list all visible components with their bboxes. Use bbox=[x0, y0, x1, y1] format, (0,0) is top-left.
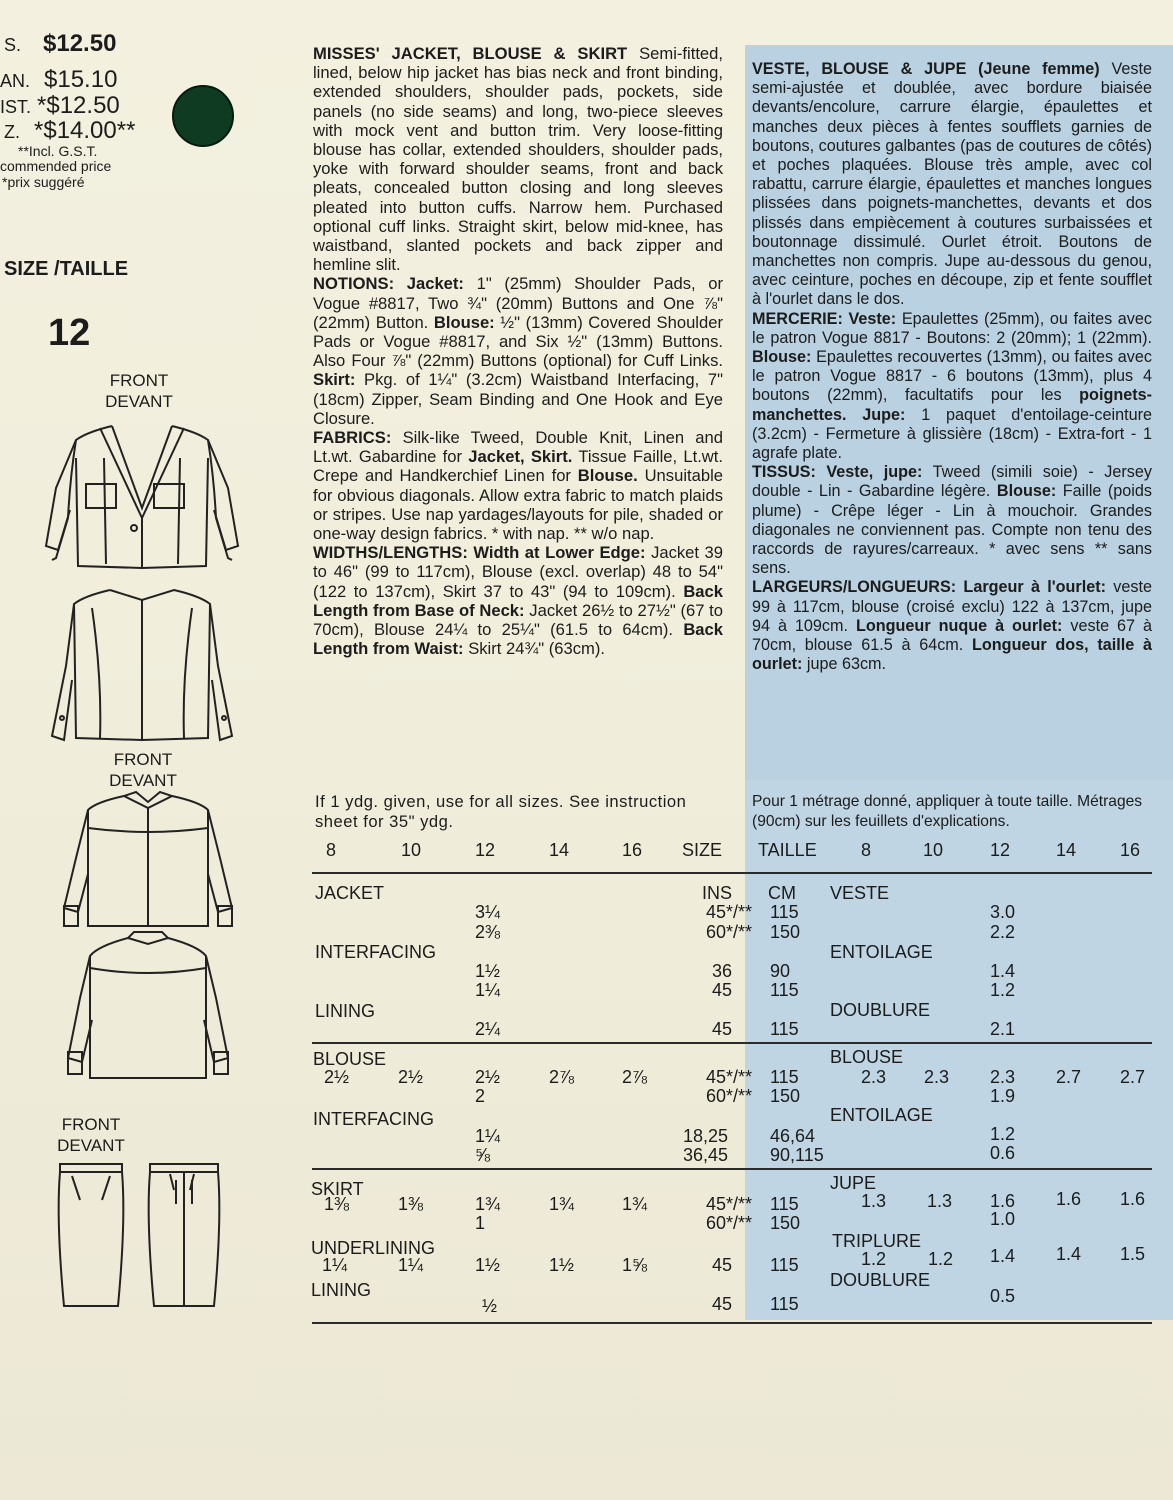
figure-label-jacket: FRONT DEVANT bbox=[105, 371, 173, 411]
table-divider bbox=[312, 1042, 1152, 1044]
taille-col-16: 16 bbox=[1120, 840, 1141, 860]
price-row: S. $12.50 bbox=[4, 30, 117, 57]
row-label-lining: LINING bbox=[315, 1001, 376, 1021]
taille-col-14: 14 bbox=[1056, 840, 1077, 860]
yardage-note-fr: Pour 1 métrage donné, appliquer à toute taille. Métrages (90cm) sur les feuillets d'explications. bbox=[752, 793, 1143, 830]
size-col-16: 16 bbox=[622, 840, 643, 860]
table-divider bbox=[312, 1322, 1152, 1324]
price-row: Z. *$14.00** bbox=[4, 117, 136, 144]
row-label-lining: LINING bbox=[311, 1280, 372, 1300]
ins-label: INS bbox=[702, 883, 733, 903]
row-label-underlining: UNDERLINING bbox=[311, 1238, 436, 1258]
price-note: *prix suggéré bbox=[2, 174, 85, 190]
row-label-interfacing: INTERFACING bbox=[313, 1109, 435, 1129]
size-color-dot bbox=[172, 85, 234, 147]
figure-label-blouse: FRONT DEVANT bbox=[109, 750, 177, 790]
row-label-entoilage: ENTOILAGE bbox=[830, 942, 933, 962]
size-col-12: 12 bbox=[475, 840, 496, 860]
price-note: **Incl. G.S.T. bbox=[18, 143, 98, 159]
row-label-blouse-fr: BLOUSE bbox=[830, 1047, 904, 1067]
row-label-jacket: JACKET bbox=[315, 883, 385, 903]
size-col-8: 8 bbox=[326, 840, 337, 860]
jacket-sketch bbox=[42, 418, 242, 748]
taille-col-10: 10 bbox=[923, 840, 944, 860]
row-label-entoilage: ENTOILAGE bbox=[830, 1105, 933, 1125]
french-description: VESTE, BLOUSE & JUPE (Jeune femme) Veste semi-ajustée et doublée, avec bordure biaisée devants/encolure, carrure élargie, épaulettes et manches deux pièces à fentes soufflets garnies de boutons, coutures galbantes (pas de coutures de côtés) et poches plaquées. Blouse très ample, avec col rabattu, carrure élargie, épaulettes et manches longues plissées dans poignets-manchettes, devants et dos plissés dans empiècement à coutures surbaissées et boutonnage dissimulé. Ourlet étroit. Boutons de manchettes non compris. Jupe au-dessous du genou, avec ceinture, poches en découpe, zip et fente soufflet à l'ourlet dans le dos. MERCERIE: Veste: Epaulettes (25mm), ou faites avec le patron Vogue 8817 - Boutons: 2 (20mm); 1 (22mm). Blouse: Epaulettes recouvertes (13mm), ou faites avec le patron Vogue 8817 - 6 boutons (13mm), plus 4 boutons (22mm), facultatifs pour les poignets-manchettes. Jupe: 1 paquet d'entoilage-ceinture (3.2cm) - Fermeture à glissière (18cm) - Extra-fort - 1 agrafe plate. TISSUS: Veste, jupe: Tweed (simili soie) - Jersey double - Lin - Gabardine légère. Blouse: Faille (poids plume) - Crêpe léger - Lin à mouchoir. Grandes diagonales ne conviennent pas. Compte non tenu des raccords de rayures/carreaux. * avec sens ** sans sens. LARGEURS/LONGUEURS: Largeur à l'ourlet: veste 99 à 117cm, blouse (croisé exclu) 122 à 137cm, jupe 94 à 109cm. Longueur nuque à ourlet: veste 67 à 70cm, blouse 61.5 à 64cm. Longueur dos, taille à ourlet: jupe 63cm. bbox=[752, 60, 1153, 674]
pattern-envelope-back: S. $12.50 AN. $15.10 IST. *$12.50 Z. *$14.00** **Incl. G.S.T. commended price *prix suggéré SIZE /TAILLE 12 FRONT DEVANT FRONT DEVANT FRONT DEVANT MISSES' JACKET, BLOUSE & SKIRT Semi-fitted, lined, below hip jacket has bias neck and front binding, extended shoulders, shoulder pads, pockets, side panels (no side seams) and long, two-piece sleeves with mock vent and button trim. Very loose-fitting blouse has collar, extended shoulders, shoulder pads, yoke with forward shoulder seams, front and back pleats, concealed button closing and long sleeves pleated into button cuffs. Narrow hem. Purchased optional cuff links. Straight skirt, below mid-knee, has waistband, slanted pockets and back zipper and hemline slit. NOTIONS: Jacket: 1" (25mm) Shoulder Pads, or Vogue #8817, Two ¾" (20mm) Buttons and One ⅞" (22mm) Button. Blouse: ½" (13mm) Covered Shoulder Pads or Vogue #8817, and Six ½" (13mm) Buttons. Also Four ⅞" (22mm) Buttons (optional) for Cuff Links. Skirt: Pkg. of 1¼" (3.2cm) Waistband Interfacing, 7" (18cm) Zipper, Seam Binding and One Hook and Eye Closure. FABRICS: Silk-like Tweed, Double Knit, Linen and Lt.wt. Gabardine for Jacket, Skirt. Tissue Faille, Lt.wt. Crepe and Handkerchief Linen for Blouse. Unsuitable for obvious diagonals. Allow extra fabric to match plaids or stripes. Use nap yardages/layouts for pile, shaded or one-way design fabrics. * with nap. ** w/o nap. WIDTHS/LENGTHS: Width at Lower Edge: Jacket 39 to 46" (99 to 117cm), Blouse (excl. overlap) 48 to 54" (122 to 137cm), Skirt 37 to 43" (94 to 109cm). Back Length from Base of Neck: Jacket 26½ to 27½" (67 to 70cm), Blouse 24¼ to 25¼" (61.5 to 64cm). Back Length from Waist: Skirt 24¾" (63cm). VESTE, BLOUSE & JUPE (Jeune femme) Veste semi-ajustée et doublée, avec bordure biaisée devants/encolure, carrure élargie, épaulettes et manches deux pièces à fentes soufflets garnies de boutons, coutures galbantes (pas de coutures de côtés) et poches plaquées. Blouse très ample, avec col rabattu, carrure élargie, épaulettes et manches longues plissées dans poignets-manchettes, devants et dos plissés dans empiècement à coutures surbaissées et boutonnage dissimulé. Ourlet étroit. Boutons de manchettes non compris. Jupe au-dessous du genou, avec ceinture, poches en découpe, zip et fente soufflet à l'ourlet dans le dos. MERCERIE: Veste: Epaulettes (25mm), ou faites avec le patron Vogue 8817 - Boutons: 2 (20mm); 1 (22mm). Blouse: Epaulettes recouvertes (13mm), ou faites avec le patron Vogue 8817 - 6 boutons (13mm), plus 4 boutons (22mm), facultatifs pour les poignets-manchettes. Jupe: 1 paquet d'entoilage-ceinture (3.2cm) - Fermeture à glissière (18cm) - Extra-fort - 1 agrafe plate. TISSUS: Veste, jupe: Tweed (simili soie) - Jersey double - Lin - Gabardine légère. Blouse: Faille (poids plume) - Crêpe léger - Lin à mouchoir. Grandes diagonales ne conviennent pas. Compte non tenu des raccords de rayures/carreaux. * avec sens ** sans sens. LARGEURS/LONGUEURS: Largeur à l'ourlet: veste 99 à 117cm, blouse (croisé exclu) 122 à 137cm, jupe 94 à 109cm. Longueur nuque à ourlet: veste 67 à 70cm, blouse 61.5 à 64cm. Longueur dos, taille à ourlet: jupe 63cm. If 1 ydg. given, use for all sizes. See instruction sheet for 35" ydg. Pour 1 métrage donné, appliquer à toute taille. Métrages (90cm) sur les feuillets d'explications. 8 10 12 14 16 SIZE TAILLE 8 10 12 14 16 JACKET INS CM VESTE 3¼ 45*/** 115 3.0 2⅜ 60*/** 150 2.2 INTERFACING ENTOILAGE 1½ 36 90 1.4 1¼ 45 115 1.2 LINING DOUBLURE 2¼ 45 115 2.1 BLOUSE BLOUSE 2½ 2½ 2½ 2⅞ 2⅞ 45*/** 115 2.3 2.3 2.3 2.7 2.7 2 60*/** 150 1.9 INTERFACING ENTOILAGE 1¼ 18,25 46,64 1.2 ⅝ 36,45 90,115 0.6 SKIRT JUPE 1⅜ 1⅜ 1¾ 1¾ 1¾ 45*/** 115 1.3 1.3 1.6 1.6 1.6 1 60*/** 150 1.0 UNDERLINING TRIPLURE 1¼ 1¼ 1½ 1½ 1⅝ 45 115 1.2 1.2 1.4 1.4 1.5 LINING DOUBLURE ½ 45 115 0.5 bbox=[0, 0, 1173, 1500]
row-label-skirt: SKIRT bbox=[311, 1179, 364, 1199]
english-description: MISSES' JACKET, BLOUSE & SKIRT Semi-fitted, lined, below hip jacket has bias neck and front binding, extended shoulders, shoulder pads, pockets, side panels (no side seams) and long, two-piece sleeves with mock vent and button trim. Very loose-fitting blouse has collar, extended shoulders, shoulder pads, yoke with forward shoulder seams, front and back pleats, concealed button closing and long sleeves pleated into button cuffs. Narrow hem. Purchased optional cuff links. Straight skirt, below mid-knee, has waistband, slanted pockets and back zipper and hemline slit. NOTIONS: Jacket: 1" (25mm) Shoulder Pads, or Vogue #8817, Two ¾" (20mm) Buttons and One ⅞" (22mm) Button. Blouse: ½" (13mm) Covered Shoulder Pads or Vogue #8817, and Six ½" (13mm) Buttons. Also Four ⅞" (22mm) Buttons (optional) for Cuff Links. Skirt: Pkg. of 1¼" (3.2cm) Waistband Interfacing, 7" (18cm) Zipper, Seam Binding and One Hook and Eye Closure. FABRICS: Silk-like Tweed, Double Knit, Linen and Lt.wt. Gabardine for Jacket, Skirt. Tissue Faille, Lt.wt. Crepe and Handkerchief Linen for Blouse. Unsuitable for obvious diagonals. Allow extra fabric to match plaids or stripes. Use nap yardages/layouts for pile, shaded or one-way design fabrics. * with nap. ** w/o nap. WIDTHS/LENGTHS: Width at Lower Edge: Jacket 39 to 46" (99 to 117cm), Blouse (excl. overlap) 48 to 54" (122 to 137cm), Skirt 37 to 43" (94 to 109cm). Back Length from Base of Neck: Jacket 26½ to 27½" (67 to 70cm), Blouse 24¼ to 25¼" (61.5 to 64cm). Back Length from Waist: Skirt 24¾" (63cm). bbox=[313, 44, 724, 659]
size-heading: SIZE /TAILLE bbox=[4, 258, 129, 280]
table-divider bbox=[312, 1168, 1152, 1170]
size-label-en: SIZE bbox=[682, 840, 723, 860]
row-label-jupe: JUPE bbox=[830, 1173, 877, 1193]
price-row: AN. $15.10 bbox=[0, 66, 118, 93]
taille-col-12: 12 bbox=[990, 840, 1011, 860]
table-divider bbox=[312, 872, 1152, 874]
size-col-10: 10 bbox=[401, 840, 422, 860]
yardage-note-en: If 1 ydg. given, use for all sizes. See instruction sheet for 35" ydg. bbox=[315, 792, 687, 831]
price-row: IST. *$12.50 bbox=[0, 92, 120, 119]
size-value: 12 bbox=[48, 312, 91, 354]
row-label-veste: VESTE bbox=[830, 883, 890, 903]
row-label-doublure: DOUBLURE bbox=[830, 1000, 931, 1020]
price-note: commended price bbox=[0, 158, 112, 174]
size-col-14: 14 bbox=[549, 840, 570, 860]
size-label-fr: TAILLE bbox=[758, 840, 817, 860]
taille-col-8: 8 bbox=[861, 840, 872, 860]
row-label-interfacing: INTERFACING bbox=[315, 942, 437, 962]
english-title: MISSES' JACKET, BLOUSE & SKIRT bbox=[313, 44, 628, 63]
cm-label: CM bbox=[768, 883, 796, 903]
row-label-blouse: BLOUSE bbox=[313, 1049, 387, 1069]
skirt-sketch bbox=[50, 1160, 230, 1310]
row-label-doublure: DOUBLURE bbox=[830, 1270, 931, 1290]
figure-label-skirt: FRONT DEVANT bbox=[57, 1115, 125, 1155]
french-title: VESTE, BLOUSE & JUPE (Jeune femme) bbox=[752, 60, 1100, 78]
row-label-triplure: TRIPLURE bbox=[832, 1231, 922, 1251]
blouse-sketch bbox=[58, 788, 238, 1088]
